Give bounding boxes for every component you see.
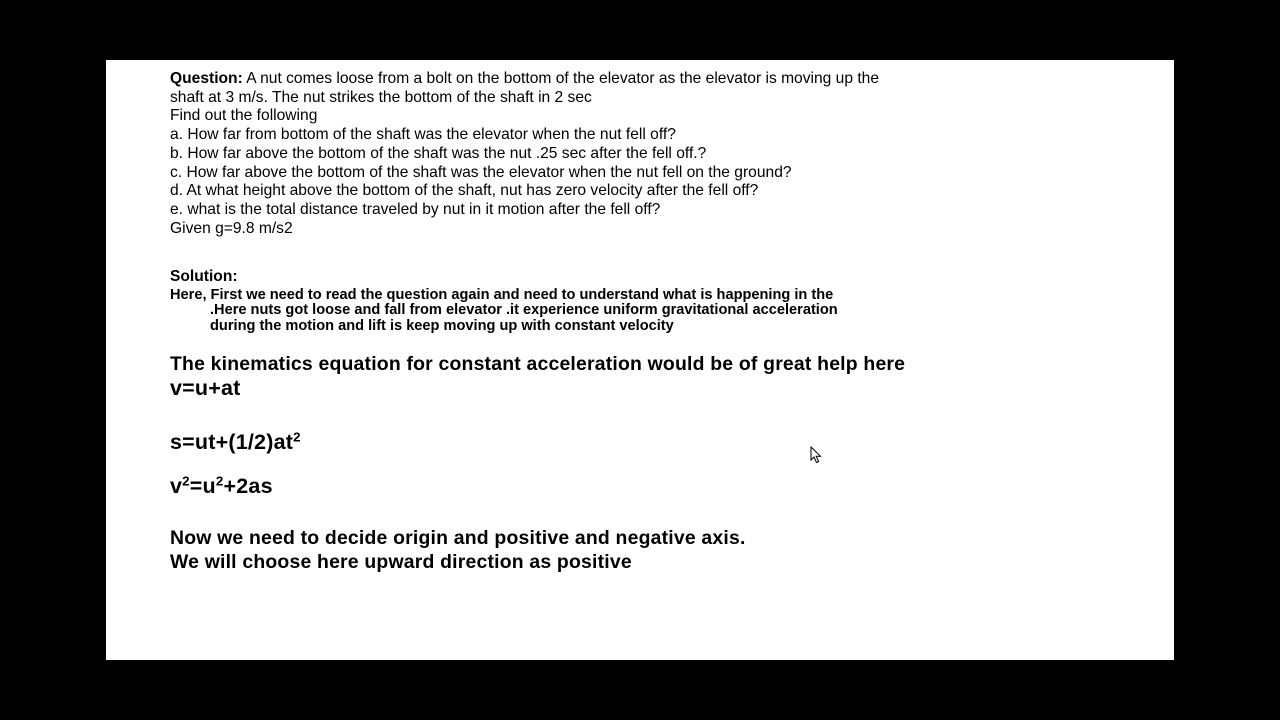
- solution-text: [170, 288, 838, 334]
- equation-3-v: v: [170, 474, 183, 498]
- question-line-1: [170, 70, 879, 89]
- solution-label: Solution:: [170, 268, 238, 285]
- question-item-d: d. At what height above the bottom of the shaft, nut has zero velocity after the fell off?: [170, 182, 759, 200]
- given-line: Given g=9.8 m/s2: [170, 219, 293, 237]
- equation-2: [170, 430, 301, 454]
- equation-3-mid: =u: [189, 474, 216, 498]
- question-item-b: b. How far above the bottom of the shaft was the nut .25 sec after the fell off.?: [170, 144, 707, 162]
- solution-line-1: Here, First we need to read the question again and need to understand what is happening in the: [170, 287, 834, 303]
- equation-1: v=u+at: [170, 376, 241, 400]
- kinematics-intro: The kinematics equation for constant acceleration would be of great help here: [170, 353, 906, 375]
- axis-line-1: Now we need to decide origin and positive and negative axis.: [170, 527, 746, 549]
- equation-2-exponent: 2: [293, 429, 301, 445]
- question-label: Question:: [170, 70, 243, 87]
- question-item-e: e. what is the total distance traveled by nut in it motion after the fell off?: [170, 200, 661, 218]
- question-line-2: shaft at 3 m/s. The nut strikes the bottom of the shaft in 2 sec: [170, 88, 592, 106]
- equation-2-base: s=ut+(1/2)at: [170, 430, 294, 454]
- question-item-c: c. How far above the bottom of the shaft was the elevator when the nut fell on the ground?: [170, 163, 792, 181]
- equation-3: [170, 474, 273, 498]
- mouse-cursor-icon: [810, 446, 824, 464]
- solution-line-2: .Here nuts got loose and fall from elevator .it experience uniform gravitational acceleration: [210, 302, 838, 319]
- slide: [106, 60, 1174, 660]
- question-item-a: a. How far from bottom of the shaft was the elevator when the nut fell off?: [170, 126, 676, 144]
- find-line: Find out the following: [170, 107, 318, 125]
- equation-3-tail: +2as: [223, 474, 273, 498]
- solution-line-3: during the motion and lift is keep moving up with constant velocity: [210, 317, 674, 334]
- question-text-1: A nut comes loose from a bolt on the bottom of the elevator as the elevator is moving up the: [242, 70, 880, 87]
- question-block: [170, 70, 879, 238]
- axis-line-2: We will choose here upward direction as positive: [170, 551, 632, 573]
- equation-3-exp-2: 2: [215, 473, 224, 489]
- equation-3-exp-1: 2: [182, 473, 190, 489]
